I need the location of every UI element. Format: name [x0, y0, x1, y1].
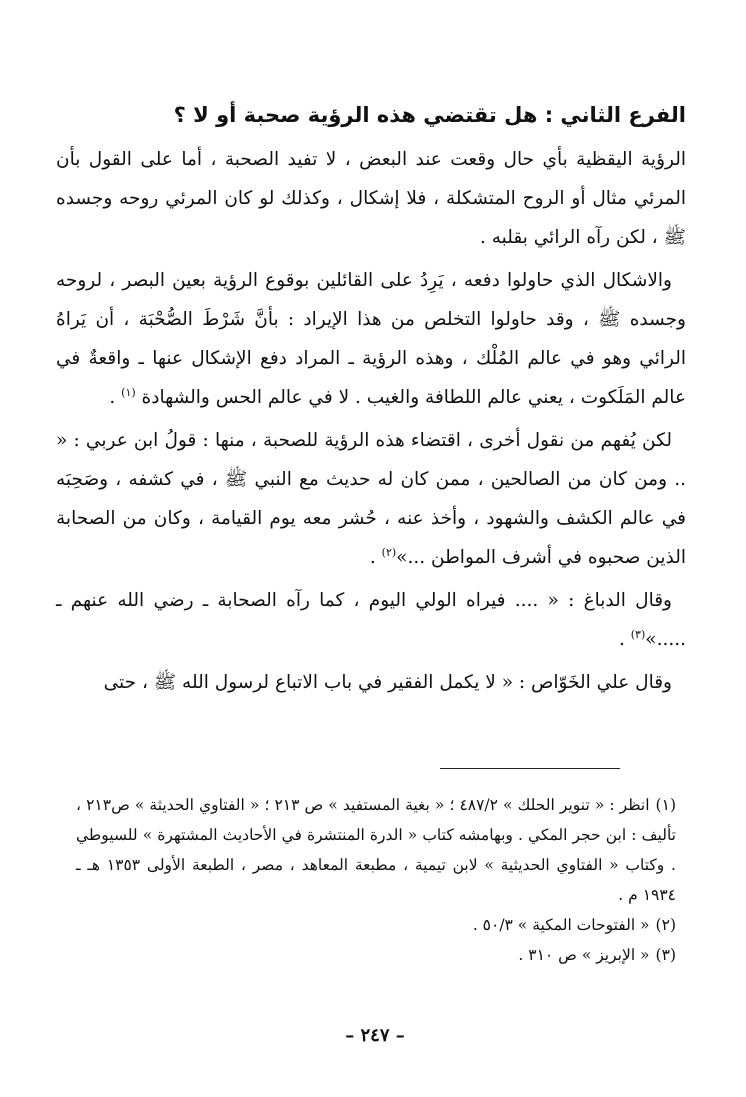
paragraph-4-text: وقال الدباغ : « .... فيراه الولي اليوم ، كما رآه الصحابة ـ رضي الله عنهم ـ .....» — [56, 590, 686, 650]
body-text — [56, 140, 686, 706]
footnote-1-number: (١) — [655, 796, 676, 814]
footnote-2 — [76, 910, 676, 940]
footnote-3-text: « الإبريز » ص ٣١٠ . — [518, 946, 650, 964]
paragraph-3: لكن يُفهم من نقول أخرى ، اقتضاء هذه الرؤية للصحبة ، منها : قولُ ابن عربي : « .. ومن كان من الصالحين ، ممن كان له حديث مع النبي ﷺ ، في كشفه ، وصَحِبَه في عالم الكشف والشهود ، وأخذ عنه ، حُشر معه يوم القيامة ، وكان من الصحابة الذين صحبوه في أشرف المواطن ...»$^{(٢)}$ . — [56, 430, 686, 568]
footnote-divider — [440, 768, 620, 769]
footnote-1 — [76, 790, 676, 910]
paragraph-4: وقال الدباغ : « .... فيراه الولي اليوم ، كما رآه الصحابة ـ رضي الله عنهم ـ .....»$^{(٣)}$ . — [56, 590, 686, 650]
footnote-ref-3: (٣) — [630, 627, 646, 641]
footnote-2-number: (٢) — [655, 916, 676, 934]
section-heading: الفرع الثاني : هل تقتضي هذه الرؤية صحبة أو لا ؟ — [173, 103, 686, 127]
paragraph-5: وقال علي الخَوّاص : « لا يكمل الفقير في باب الاتباع لرسول الله ﷺ ، حتى — [103, 672, 672, 693]
paragraph-2: والاشكال الذي حاولوا دفعه ، يَرِدُ على القائلين بوقوع الرؤية بعين البصر ، لروحه وجسده ﷺ ، وقد حاولوا التخلص من هذا الإيراد : بأنَّ شَرْطَ الصُّحْبَة ، أن يَراهُ الرائي وهو في عالم المُلْك ، وهذه الرؤية ـ المراد دفع الإشكال عنها ـ واقعةٌ في عالم المَلَكوت ، يعني عالم اللطافة والغيب . لا في عالم الحس والشهادة $^{(١)}$ . — [56, 270, 686, 408]
footnote-2-text: « الفتوحات المكية » ٥٠/٣ . — [472, 916, 650, 934]
footnote-1-text: انظر : « تنوير الحلك » ٤٨٧/٢ ؛ « بغية المستفيد » ص ٢١٣ ؛ « الفتاوي الحديثة » ص٢١٣ ، تأليف : ابن حجر المكي . وبهامشه كتاب « الدرة المنتشرة في الأحاديث المشتهرة » للسيوطي . وكتاب « الفتاوي الحديثية » لابن تيمية ، مطبعة المعاهد ، مصر ، الطبعة الأولى ١٣٥٣ هـ ـ ١٩٣٤ م . — [76, 796, 676, 904]
paragraph-1: الرؤية اليقظية بأي حال وقعت عند البعض ، لا تفيد الصحبة ، أما على القول بأن المرئي مثال أو الروح المتشكلة ، فلا إشكال ، وكذلك لو كان المرئي روحه وجسده ﷺ ، لكن رآه الرائي بقلبه . — [56, 149, 686, 248]
paragraph-2-text: والاشكال الذي حاولوا دفعه ، يَرِدُ على القائلين بوقوع الرؤية بعين البصر ، لروحه وجسده ﷺ ، وقد حاولوا التخلص من هذا الإيراد : بأنَّ شَرْطَ الصُّحْبَة ، أن يَراهُ الرائي وهو في عالم المُلْك ، وهذه الرؤية ـ المراد دفع الإشكال عنها ـ واقعةٌ في عالم المَلَكوت ، يعني عالم اللطافة والغيب . لا في عالم الحس والشهادة — [56, 270, 686, 408]
footnote-ref-2: (٢) — [381, 545, 397, 559]
footnote-3 — [76, 940, 676, 970]
footnotes — [76, 790, 676, 970]
paragraph-3-text: لكن يُفهم من نقول أخرى ، اقتضاء هذه الرؤية للصحبة ، منها : قولُ ابن عربي : « .. ومن كان من الصالحين ، ممن كان له حديث مع النبي ﷺ ، في كشفه ، وصَحِبَه في عالم الكشف والشهود ، وأخذ عنه ، حُشر معه يوم القيامة ، وكان من الصحابة الذين صحبوه في أشرف المواطن ...» — [56, 430, 686, 568]
footnote-ref-1: (١) — [121, 385, 136, 399]
footnote-3-number: (٣) — [655, 946, 676, 964]
page-number: – ٢٤٧ – — [345, 1025, 405, 1046]
